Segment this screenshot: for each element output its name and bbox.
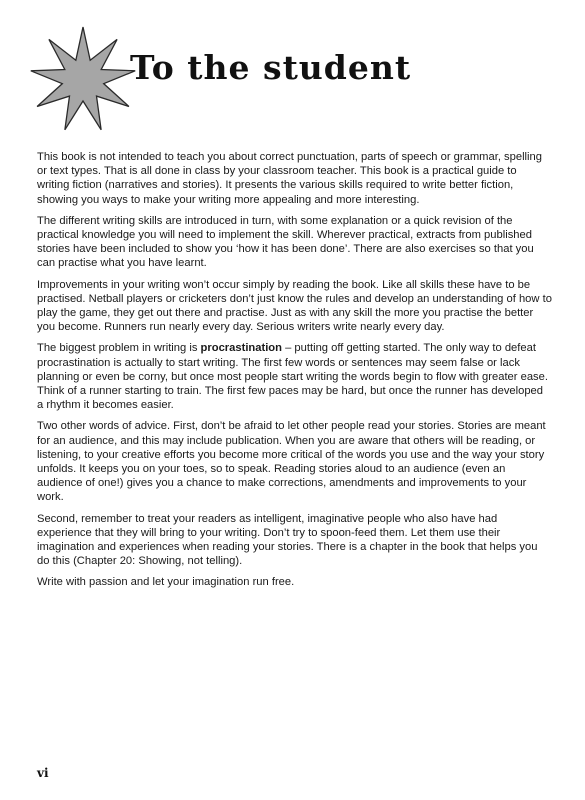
procrastination-term: procrastination: [200, 342, 282, 355]
paragraph-procrastination-start: The biggest problem in writing is: [37, 342, 201, 355]
page-number: vi: [37, 766, 49, 780]
star-burst-icon: [28, 25, 138, 135]
paragraph-procrastination-rest: – putting off getting started. The only way to defeat procrastination is actually to start writing. The first few words or sentences may seem false or lack planning or even be corny, but once most people start writing the words begin to flow with greater ease. Think of a runner starting to train. The first few paces may be hard, but once the runner has developed a rhythm it becomes easier.: [37, 342, 548, 412]
paragraph-intro: This book is not intended to teach you about correct punctuation, parts of speech or grammar, spelling or text types. That is all done in class by your classroom teacher. This book is a practical guide to writing fiction (narratives and stories). It presents the various skills required to write better fiction, showing you ways to make your writing more appealing and more interesting.: [37, 151, 542, 206]
paragraph-closing: Write with passion and let your imagination run free.: [37, 576, 295, 589]
body-text: [37, 150, 552, 597]
paragraph-skills: The different writing skills are introduced in turn, with some explanation or a quick revision of the practical knowledge you will need to implement the skill. Wherever practical, extracts from published stories have been included to show you ‘how it has been done’. There are also exercises so that you can practise what you have learnt.: [37, 214, 534, 270]
paragraph-advice-second: Second, remember to treat your readers as intelligent, imaginative people who also have had experience that they will bring to your writing. Don’t try to spoon-feed them. Let them use their imagination and experiences when reading your stories. There is a chapter in the book that helps you do this (Chapter 20: Showing, not telling).: [37, 512, 538, 568]
paragraph-procrastination: [37, 341, 552, 412]
paragraph-advice-first: Two other words of advice. First, don’t be afraid to let other people read your stories. Stories are meant for an audience, and this may include publication. When you are aware that others will be reading, or listening, to your creative efforts you become more critical of the words you use and the way your story unfolds. It keeps you on your toes, so to speak. Reading stories aloud to an audience (even an audience of one!) gives you a chance to make corrections, amendments and improvements to your work.: [37, 420, 546, 504]
page-title: To the student: [130, 48, 412, 87]
paragraph-practice: Improvements in your writing won’t occur simply by reading the book. Like all skills these have to be practised. Netball players or cricketers don’t just know the rules and develop an understanding of how to play the game, they get out there and practise. Just as with any skill the more you practise the better you become. Runners run nearly every day. Serious writers write nearly every day.: [37, 278, 552, 334]
